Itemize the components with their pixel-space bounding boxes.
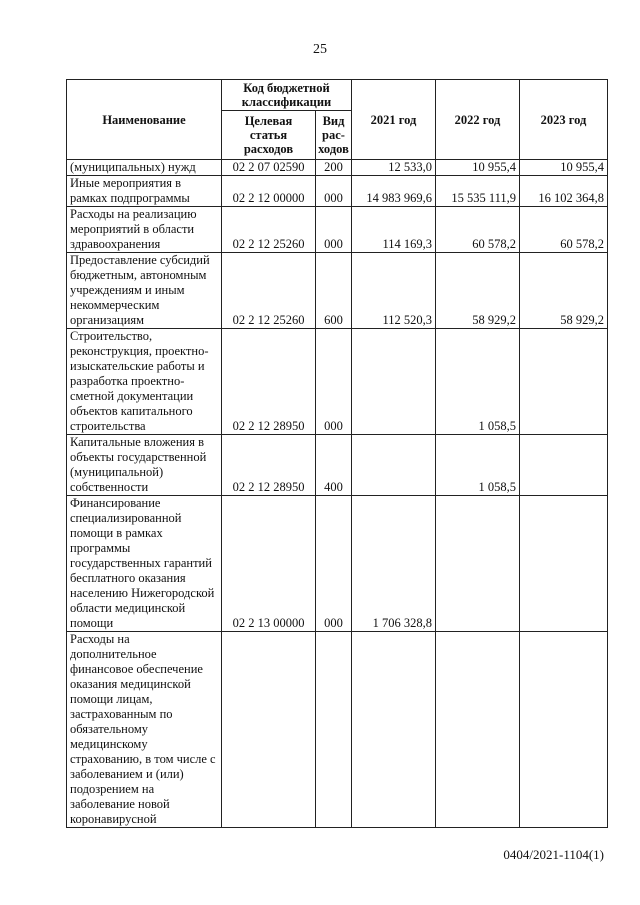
row-target-article [222,632,316,828]
row-name: Капитальные вложения в объекты государственной (муниципальной) собственности [67,435,222,496]
row-target-article: 02 2 12 25260 [222,253,316,329]
row-target-article: 02 2 12 25260 [222,207,316,253]
row-value-2022: 10 955,4 [436,160,520,176]
document-code: 0404/2021-1104(1) [503,847,604,862]
row-value-2021: 112 520,3 [352,253,436,329]
row-value-2022: 58 929,2 [436,253,520,329]
row-value-2021: 14 983 969,6 [352,176,436,207]
header-year-2021: 2021 год [352,80,436,160]
row-expense-type: 600 [316,253,352,329]
table-row [67,632,608,828]
row-value-2021 [352,435,436,496]
row-value-2022: 60 578,2 [436,207,520,253]
row-value-2023 [520,435,608,496]
header-name: Наименование [67,80,222,160]
table-row [67,496,608,632]
row-value-2023 [520,329,608,435]
row-name: Расходы на дополнительное финансовое обеспечение оказания медицинской помощи лицам, застрахованным по обязательному медицинскому страхованию, в том числе с заболеванием и (или) подозрением на заболевание новой коронавирусной [67,632,222,828]
row-name: Иные мероприятия в рамках подпрограммы [67,176,222,207]
row-name: (муниципальных) нужд [67,160,222,176]
row-value-2023: 60 578,2 [520,207,608,253]
row-name: Финансирование специализированной помощи в рамках программы государственных гарантий бесплатного оказания населению Нижегородской области медицинской помощи [67,496,222,632]
row-expense-type [316,632,352,828]
table-row [67,329,608,435]
row-value-2023: 10 955,4 [520,160,608,176]
page-number: 25 [313,42,327,57]
header-year-2023: 2023 год [520,80,608,160]
row-value-2021: 114 169,3 [352,207,436,253]
header-target-article: Целевая статья расходов [222,111,316,160]
table-row [67,207,608,253]
row-expense-type: 000 [316,496,352,632]
row-target-article: 02 2 12 00000 [222,176,316,207]
table-row [67,160,608,176]
row-name: Расходы на реализацию мероприятий в области здравоохранения [67,207,222,253]
row-value-2022 [436,496,520,632]
row-value-2023 [520,632,608,828]
row-name: Строительство, реконструкция, проектно-изыскательские работы и разработка проектно-сметной документации объектов капитального строительства [67,329,222,435]
row-value-2021 [352,329,436,435]
row-target-article: 02 2 12 28950 [222,435,316,496]
row-value-2022 [436,632,520,828]
header-year-2022: 2022 год [436,80,520,160]
table-row [67,176,608,207]
row-expense-type: 000 [316,329,352,435]
row-value-2022: 15 535 111,9 [436,176,520,207]
table-row [67,253,608,329]
row-name: Предоставление субсидий бюджетным, автономным учреждениям и иным некоммерческим организациям [67,253,222,329]
row-value-2023: 58 929,2 [520,253,608,329]
row-value-2022: 1 058,5 [436,435,520,496]
row-target-article: 02 2 13 00000 [222,496,316,632]
budget-table [66,79,608,828]
row-value-2022: 1 058,5 [436,329,520,435]
row-value-2023 [520,496,608,632]
row-expense-type: 000 [316,207,352,253]
row-expense-type: 000 [316,176,352,207]
row-expense-type: 200 [316,160,352,176]
header-expense-type: Вид рас-ходов [316,111,352,160]
row-value-2021 [352,632,436,828]
row-value-2021: 12 533,0 [352,160,436,176]
header-code-group: Код бюджетной классификации [222,80,352,111]
row-target-article: 02 2 07 02590 [222,160,316,176]
table-row [67,435,608,496]
row-value-2023: 16 102 364,8 [520,176,608,207]
row-value-2021: 1 706 328,8 [352,496,436,632]
row-target-article: 02 2 12 28950 [222,329,316,435]
row-expense-type: 400 [316,435,352,496]
